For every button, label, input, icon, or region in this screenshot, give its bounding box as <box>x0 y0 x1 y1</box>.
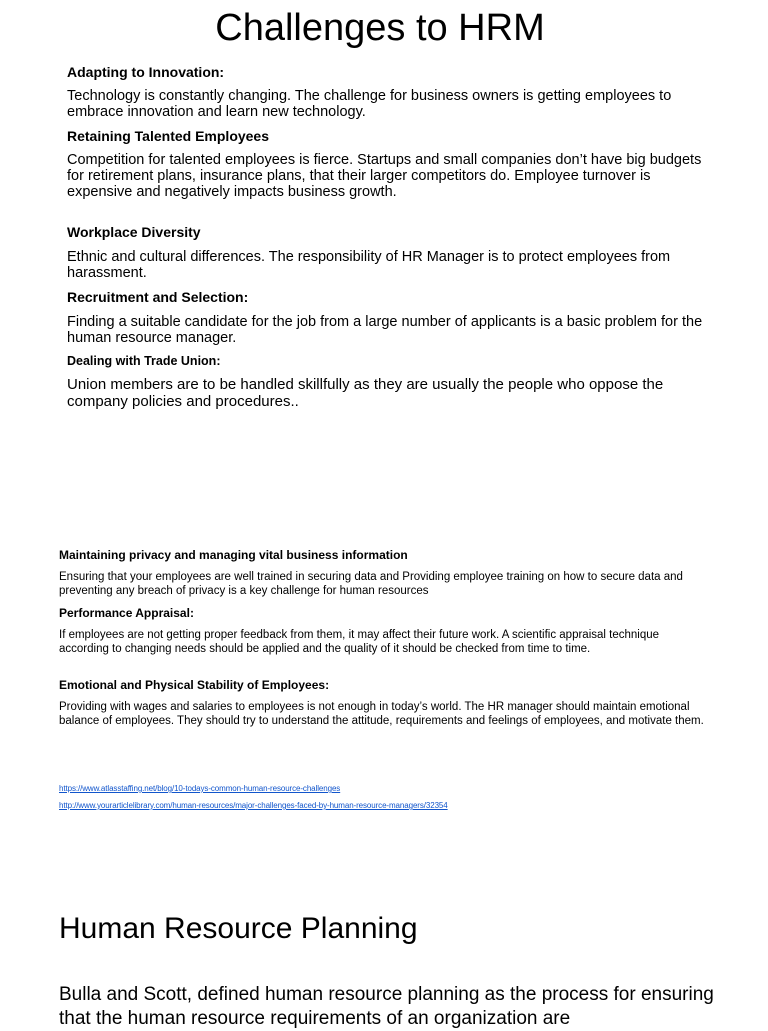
section-text: Ethnic and cultural differences. The responsibility of HR Manager is to protect employees from harassment. <box>67 249 671 281</box>
reference-link[interactable]: http://www.yourarticlelibrary.com/human-resources/major-challenges-faced-by-human-resource-managers/32354 <box>59 801 448 810</box>
section-text: Union members are to be handled skillfully as they are usually the people who oppose the company policies and procedures.. <box>67 376 664 410</box>
body-text: Bulla and Scott, defined human resource planning as the process for ensuring that the human resource requirements of an organization are <box>59 984 714 1029</box>
section-heading: Performance Appraisal: <box>59 606 194 620</box>
slide-title: Challenges to HRM <box>215 7 545 49</box>
section-text: Ensuring that your employees are well trained in securing data and Providing employee training on how to secure data and preventing any breach of privacy is a key challenge for human resources <box>59 571 683 597</box>
section-text: If employees are not getting proper feedback from them, it may affect their future work. A scientific appraisal technique according to changing needs should be applied and the quality of it should be checked from time to time. <box>59 629 660 655</box>
section-heading: Dealing with Trade Union: <box>67 354 221 368</box>
section-heading: Retaining Talented Employees <box>67 128 270 144</box>
section-heading: Workplace Diversity <box>67 224 201 240</box>
section-heading: Recruitment and Selection: <box>67 289 249 305</box>
section-text: Finding a suitable candidate for the job from a large number of applicants is a basic problem for the human resource manager. <box>67 314 703 346</box>
section-heading: Adapting to Innovation: <box>67 64 225 80</box>
slide-title: Human Resource Planning <box>59 912 418 945</box>
reference-link[interactable]: https://www.atlasstaffing.net/blog/10-todays-common-human-resource-challenges <box>59 784 341 793</box>
section-text: Technology is constantly changing. The challenge for business owners is getting employees to embrace innovation and learn new technology. <box>67 88 672 120</box>
section-text: Competition for talented employees is fierce. Startups and small companies don’t have big budgets for retirement plans, insurance plans, that their larger competitors do. Employee turnover is expensive and negatively impacts business growth. <box>67 152 702 200</box>
section-heading: Maintaining privacy and managing vital business information <box>59 548 408 562</box>
section-heading: Emotional and Physical Stability of Employees: <box>59 678 330 692</box>
section-text: Providing with wages and salaries to employees is not enough in today’s world. The HR manager should maintain emotional balance of employees. They should try to understand the attitude, requirements and feelings of employees, and motivate them. <box>59 701 704 727</box>
